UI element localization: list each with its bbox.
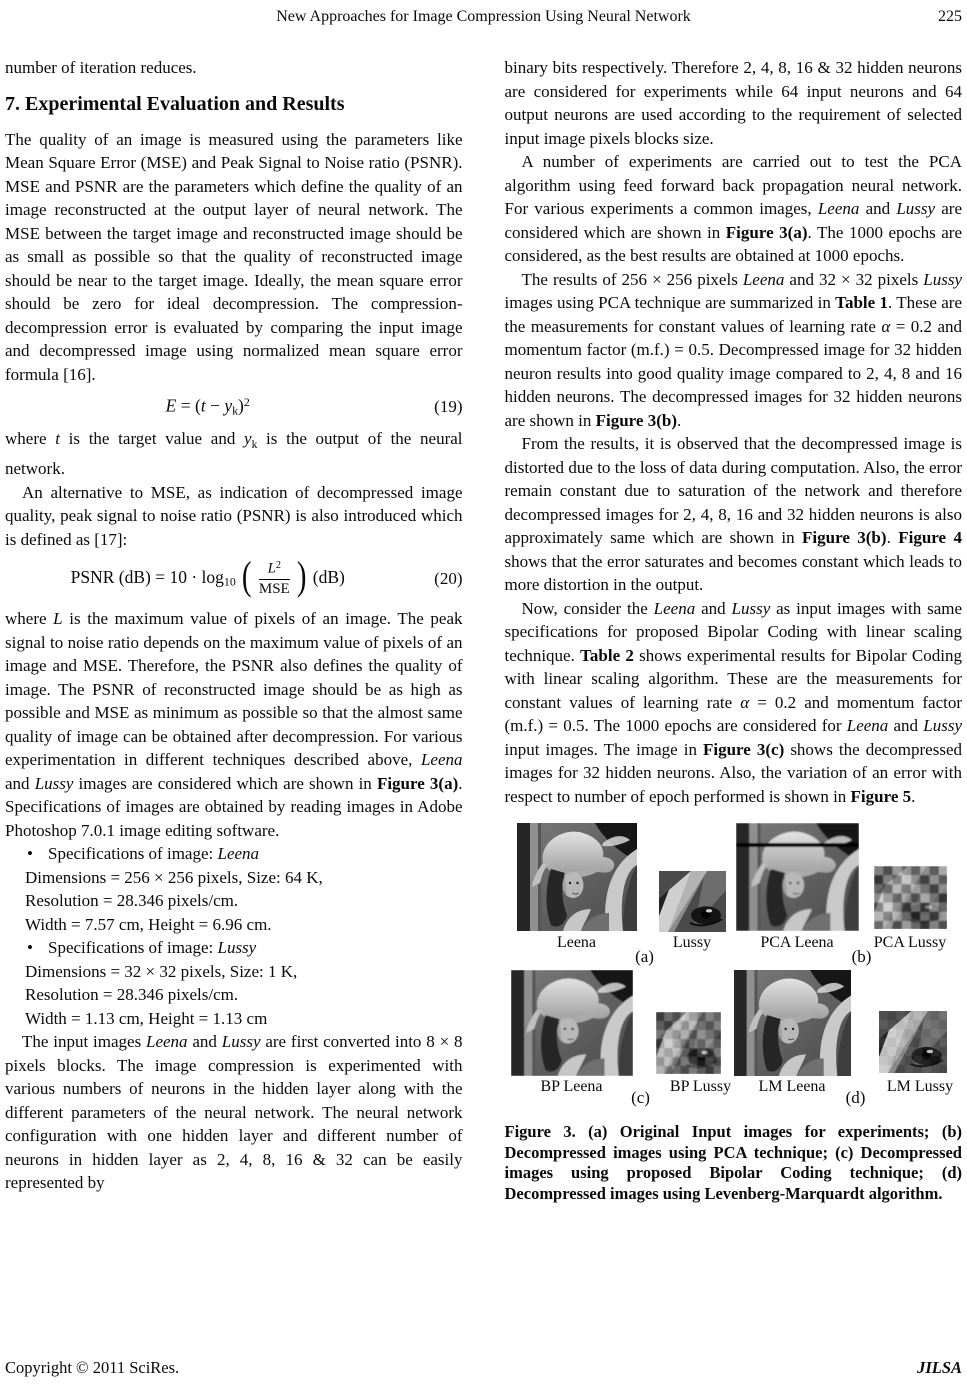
bullet-item-lussy-label: Specifications of image: Lussy [48, 938, 257, 958]
lussy-spec-resolution: Resolution = 28.346 pixels/cm. [25, 985, 239, 1005]
figure-bp-leena-image [511, 970, 633, 1076]
figure-label-leena: Leena [556, 934, 597, 951]
equation-20-body: PSNR $(dB) = 10 \cdot \log_{10}$ ( $\frac{L^2}{\text{MSE}}$ ) (dB) [70, 553, 345, 599]
figure-label-pca-lussy: PCA Lussy [873, 934, 947, 951]
equation-20-number: (20) [434, 569, 463, 589]
paragraph-alternative: An alternative to MSE, as indication of decompressed image quality, peak signal to noise ratio (PSNR) is also introduced which is defined as [17]: [5, 482, 463, 549]
figure-marker-c: (c) [631, 1088, 650, 1107]
figure-bp-lussy-image [656, 1012, 721, 1074]
page-number: 225 [938, 8, 962, 25]
paragraph-where-L: where L is the maximum value of pixels of an image. The peak signal to noise ratio depends on the maximum value of pixels of an image and MSE. Therefore, the PSNR also defines the quality of image. The PSNR of reconstructed image should be as high as possible and MSE as minimum as possible so that the almost same quality of image can be obtained after decompression. For various experimentation in different techniques described above, Leena and Lussy images are considered which are shown in Figure 3(a). Specifications of images are obtained by reading images in Adobe Photoshop 7.0.1 image editing software. [5, 609, 463, 840]
lussy-spec-dimensions: Dimensions = 32 × 32 pixels, Size: 1 K, [25, 961, 298, 981]
paragraph-input-images: The input images Leena and Lussy are first converted into 8 × 8 pixels blocks. The image compression is experimented with various numbers of neurons in the hidden layer along with the different parameters of the neural network. The neural network configuration with one hidden layer and different number of neurons in hidden layer as 2, 4, 8, 16 & 32 can be easily represented by [5, 1032, 463, 1193]
section-heading: 7. Experimental Evaluation and Results [5, 92, 345, 115]
figure-pca-lussy-image [874, 866, 947, 929]
equation-19-body: $E = (t - y_k)^2$ [165, 395, 250, 418]
equation-20-numerator: $L^2$ [259, 560, 290, 580]
equation-20 [5, 553, 463, 599]
bullet-item-lussy [5, 936, 463, 960]
figure-lm-leena-image [734, 970, 851, 1076]
running-header [5, 8, 962, 34]
figure-lm-lussy-image [879, 1011, 947, 1073]
figure-label-bp-leena: BP Leena [540, 1078, 603, 1095]
paragraph-experiments: A number of experiments are carried out to test the PCA algorithm using feed forward back propagation neural network. For various experiments a common images, Leena and Lussy are considered which are shown in Figure 3(a). The 1000 epochs are considered, as the best results are obtained at 1000 epochs. [504, 152, 963, 265]
paragraph-binary: binary bits respectively. Therefore 2, 4, 8, 16 & 32 hidden neurons are considered for experiments while 64 input neurons and 64 output neurons are used according to the requirement of selected input image pixels blocks size. [504, 58, 962, 148]
paragraph-observed: From the results, it is observed that the decompressed image is distorted due to the loss of data during computation. Also, the error remain constant due to saturation of the network and therefore decompressed images for 2, 4, 8, 16 and 32 hidden neurons is also approximately same which are shown in Figure 3(b). Figure 4 shows that the error saturates and becomes constant which leads to more distortion in the output. [504, 434, 962, 594]
paragraph-quality: The quality of an image is measured using the parameters like Mean Square Error (MSE) and Peak Signal to Noise ratio (PSNR). MSE and PSNR are the parameters which define the quality of an image reconstructed at the output layer of neural network. The MSE between the target image and reconstructed image should be as small as possible so that the quality of reconstructed image should be near to the target image. Ideally, the mean square error should be zero for ideal decompression. The compression-decompression error is evaluated by comparing the input image and decompressed image using normalized mean square error formula [16]. [5, 129, 463, 384]
paragraph-results: The results of 256 × 256 pixels Leena and 32 × 32 pixels Lussy images using PCA technique are summarized in Table 1. These are the measurements for constant values of learning rate α = 0.2 and momentum factor (m.f.) = 0.5. Decompressed image for 32 hidden neuron results into good quality image compared to 2, 4, 8 and 16 hidden neurons. The decompressed images for 32 hidden neurons are shown in Figure 3(b). [504, 269, 963, 430]
left-column [5, 56, 463, 1204]
figure-label-lussy: Lussy [672, 934, 712, 951]
figure-3 [505, 814, 963, 1116]
bullet-item-leena-label: Specifications of image: Leena [48, 844, 260, 864]
figure-lussy-image [659, 871, 726, 932]
bullet-icon: • [27, 844, 33, 864]
equation-20-denominator: MSE [258, 580, 290, 597]
equation-20-fraction [259, 560, 290, 598]
figure-marker-b: (b) [851, 947, 872, 966]
running-title: New Approaches for Image Compression Using Neural Network [276, 8, 691, 25]
paragraph-now-consider: Now, consider the Leena and Lussy as input images with same specifications for proposed Bipolar Coding with linear scaling technique. Table 2 shows experimental results for Bipolar Coding with linear scaling algorithm. These are the measurements for constant values of learning rate α = 0.2 and momentum factor (m.f.) = 0.5. The 1000 epochs are considered for Leena and Lussy input images. The image in Figure 3(c) shows the decompressed images for 32 hidden neurons. Also, the variation of an error with respect to number of epoch performed is shown in Figure 5. [504, 598, 963, 806]
right-column [505, 56, 963, 1204]
figure-label-lm-leena: LM Leena [758, 1078, 826, 1095]
figure-leena-image [517, 823, 637, 931]
leena-spec-dimensions: Dimensions = 256 × 256 pixels, Size: 64 K, [25, 867, 323, 887]
lussy-spec-size: Width = 1.13 cm, Height = 1.13 cm [25, 1008, 268, 1028]
bullet-item-leena [5, 842, 463, 866]
equation-20-unit: (dB) [312, 567, 345, 588]
figure-pca-leena-image [736, 823, 859, 931]
figure-marker-d: (d) [845, 1088, 866, 1107]
bullet-icon: • [27, 938, 33, 958]
figure-label-lm-lussy: LM Lussy [886, 1078, 954, 1095]
figure-3-caption: Figure 3. (a) Original Input images for experiments; (b) Decompressed images using PCA technique; (c) Decompressed images using proposed Bipolar Coding technique; (d) Decompressed images using Levenberg-Marquardt algorithm. [504, 1122, 962, 1203]
paragraph-where-t: where t is the target value and $y_k$ is the output of the neural network. [5, 429, 463, 479]
figure-marker-a: (a) [635, 947, 654, 966]
paragraph-intro: number of iteration reduces. [5, 58, 197, 77]
equation-19 [5, 395, 463, 418]
two-column-body [5, 56, 962, 1204]
equation-20-lhs: PSNR (dB) = 10 · log [70, 567, 224, 588]
equation-19-number: (19) [434, 396, 463, 416]
figure-label-bp-lussy: BP Lussy [669, 1078, 732, 1095]
copyright-text: Copyright © 2011 SciRes. [5, 1358, 180, 1377]
leena-spec-size: Width = 7.57 cm, Height = 6.96 cm. [25, 914, 272, 934]
page-footer [5, 1358, 962, 1378]
figure-label-pca-leena: PCA Leena [760, 934, 834, 951]
journal-abbreviation: JILSA [917, 1358, 962, 1377]
leena-spec-resolution: Resolution = 28.346 pixels/cm. [25, 891, 239, 911]
equation-20-logbase: 10 [223, 574, 236, 589]
